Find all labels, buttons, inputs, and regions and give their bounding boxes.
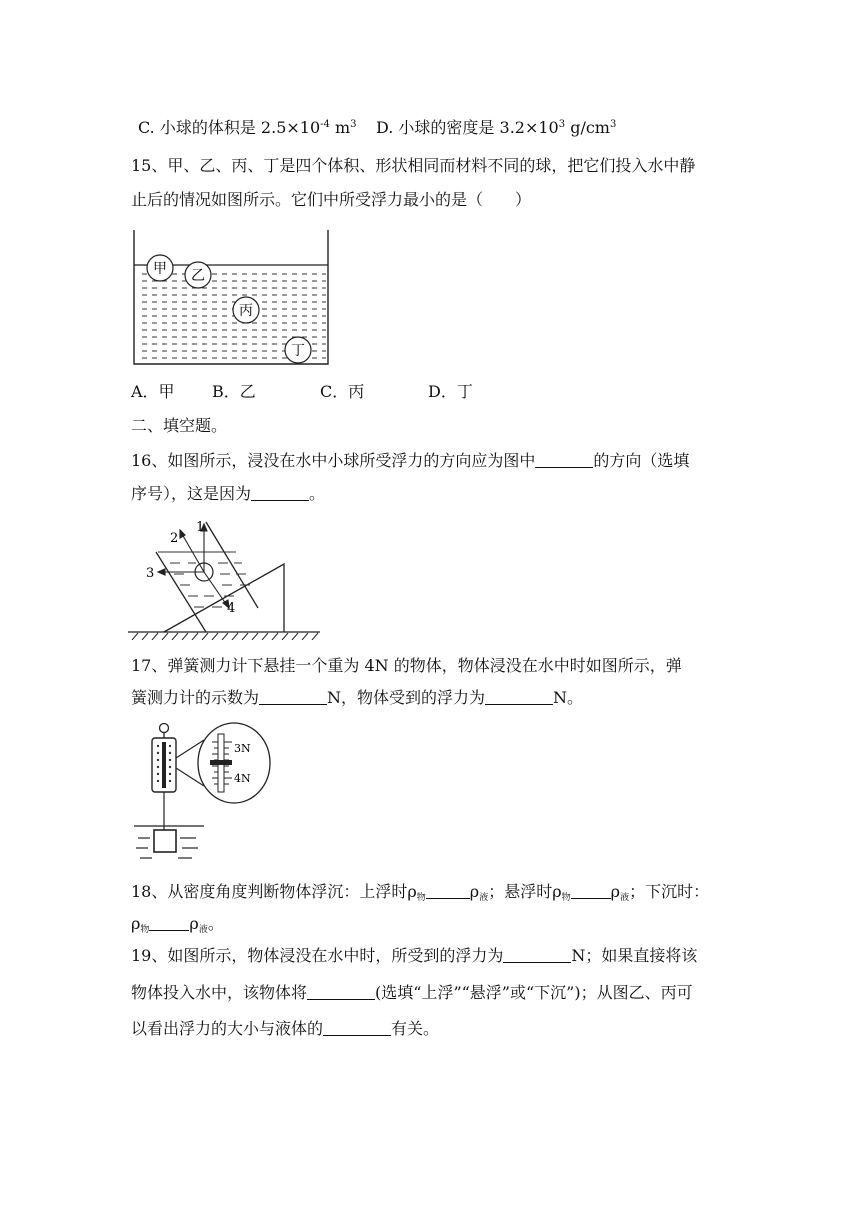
- q19-stem-line2: 物体投入水中，该物体将 (选填“上浮”“悬浮”或“下沉”)；从图乙、丙可: [131, 983, 693, 1002]
- ball-ding: [285, 337, 311, 363]
- q18-blank-3: [149, 916, 189, 931]
- magnifier-callout: [198, 723, 270, 803]
- submerged-block: [154, 830, 176, 852]
- q15-option-b: B．乙: [212, 382, 256, 401]
- q14-option-c: C. 小球的体积是 $2.5\times 10^{-4}$ $m^3$: [138, 118, 357, 137]
- q18-blank-2: [571, 884, 611, 899]
- q17-spring-scale-figure: [128, 720, 278, 866]
- q19-stem-line1: 19、如图所示，物体浸没在水中时，所受到的浮力为 N；如果直接将该: [131, 946, 698, 965]
- q18-stem-line1: 18、从密度角度判断物体浮沉：上浮时$\rho_物$ $\rho_液$；悬浮时$\rho_物$ $\rho_液$；下沉时：: [131, 882, 710, 903]
- q17-stem-line1: 17、弹簧测力计下悬挂一个重为 4N 的物体，物体浸没在水中时如图所示，弹: [131, 656, 682, 675]
- svg-text:乙: 乙: [191, 268, 205, 284]
- q19-blank-3: [323, 1021, 391, 1036]
- scale-label-3n: 3N: [234, 742, 251, 755]
- q19-blank-2: [307, 985, 375, 1000]
- q15-stem-line2: 止后的情况如图所示。它们中所受浮力最小的是（ ）: [131, 190, 532, 209]
- q19-blank-1: [503, 948, 571, 963]
- q18-stem-line2: $\rho_物$ $\rho_液$。: [131, 914, 224, 935]
- ball-bing: [233, 297, 259, 323]
- ball-jia: [147, 255, 173, 281]
- q15-option-d: D．丁: [428, 382, 473, 401]
- arrow-label-2: 2: [170, 531, 179, 546]
- q15-tank-figure: [128, 226, 338, 368]
- q16-blank-1: [535, 453, 593, 468]
- q14-option-d: D. 小球的密度是 $3.2\times 10^3$ $g/cm^3$: [376, 118, 617, 137]
- arrow-label-3: 3: [146, 566, 155, 581]
- q16-incline-figure: [128, 516, 328, 640]
- q17-blank-2: [485, 690, 553, 705]
- q16-stem-line2: 序号），这是因为 。: [131, 484, 326, 503]
- q15-option-c: C．丙: [320, 382, 365, 401]
- svg-text:丙: 丙: [239, 303, 253, 319]
- q15-stem-line1: 15、甲、乙、丙、丁是四个体积、形状相同而材料不同的球，把它们投入水中静: [131, 156, 696, 175]
- scale-pointer: [210, 760, 232, 765]
- svg-text:丁: 丁: [291, 343, 305, 359]
- q17-blank-1: [259, 690, 327, 705]
- q16-blank-2: [251, 486, 309, 501]
- ball-yi: [185, 262, 211, 288]
- section-heading: 二、填空题。: [131, 416, 228, 435]
- arrow-label-4: 4: [227, 601, 236, 616]
- q16-stem-line1: 16、如图所示，浸没在水中小球所受浮力的方向应为图中 的方向（选填: [131, 451, 690, 470]
- q19-stem-line3: 以看出浮力的大小与液体的 有关。: [131, 1019, 440, 1038]
- svg-text:甲: 甲: [153, 261, 167, 277]
- arrow-label-1: 1: [196, 520, 205, 535]
- scale-label-4n: 4N: [234, 772, 251, 785]
- q15-option-a: A．甲: [131, 382, 175, 401]
- q18-blank-1: [426, 884, 470, 899]
- q17-stem-line2: 簧测力计的示数为 N，物体受到的浮力为 N。: [131, 688, 584, 707]
